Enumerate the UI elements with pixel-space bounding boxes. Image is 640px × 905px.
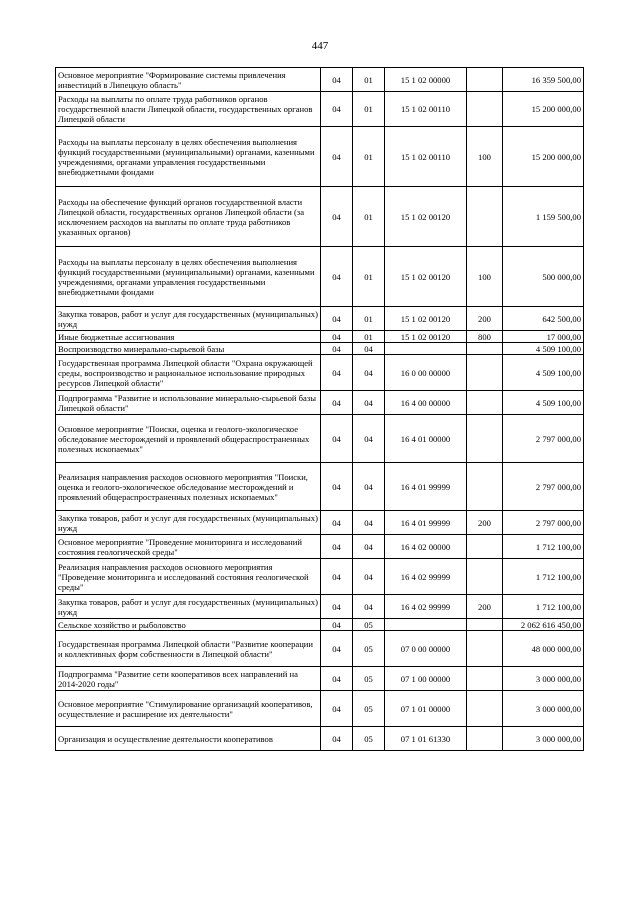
row-amount: 3 000 000,00 — [503, 667, 584, 691]
row-amount: 15 200 000,00 — [503, 92, 584, 127]
row-subsection: 01 — [353, 187, 385, 247]
row-amount: 4 509 100,00 — [503, 355, 584, 391]
row-name: Воспроизводство минерально-сырьевой базы — [56, 343, 321, 355]
row-target-article: 15 1 02 00120 — [385, 331, 467, 343]
row-amount: 3 000 000,00 — [503, 727, 584, 751]
row-amount: 642 500,00 — [503, 307, 584, 331]
row-section: 04 — [321, 355, 353, 391]
row-amount: 1 159 500,00 — [503, 187, 584, 247]
table-row — [56, 595, 584, 619]
row-target-article: 07 0 00 00000 — [385, 631, 467, 667]
row-subsection: 01 — [353, 331, 385, 343]
row-target-article — [385, 343, 467, 355]
row-subsection: 05 — [353, 631, 385, 667]
row-name: Основное мероприятие "Проведение мониторинга и исследований состояния геологической среды" — [56, 535, 321, 559]
row-target-article: 15 1 02 00110 — [385, 127, 467, 187]
row-target-article: 07 1 00 00000 — [385, 667, 467, 691]
row-amount: 4 509 100,00 — [503, 391, 584, 415]
row-target-article: 07 1 01 00000 — [385, 691, 467, 727]
table-row — [56, 727, 584, 751]
row-amount: 500 000,00 — [503, 247, 584, 307]
table-row — [56, 619, 584, 631]
row-subsection: 04 — [353, 535, 385, 559]
row-subsection: 04 — [353, 559, 385, 595]
row-expense-type — [467, 691, 503, 727]
row-section: 04 — [321, 92, 353, 127]
row-expense-type: 200 — [467, 307, 503, 331]
row-target-article: 07 1 01 61330 — [385, 727, 467, 751]
row-subsection: 05 — [353, 667, 385, 691]
row-target-article: 15 1 02 00000 — [385, 68, 467, 92]
row-expense-type — [467, 463, 503, 511]
row-target-article — [385, 619, 467, 631]
row-subsection: 04 — [353, 391, 385, 415]
row-name: Подпрограмма "Развитие сети кооперативов всех направлений на 2014-2020 годы" — [56, 667, 321, 691]
row-expense-type — [467, 559, 503, 595]
table-row — [56, 307, 584, 331]
table-row — [56, 535, 584, 559]
row-name: Основное мероприятие "Формирование системы привлечения инвестиций в Липецкую область" — [56, 68, 321, 92]
row-section: 04 — [321, 511, 353, 535]
row-expense-type — [467, 355, 503, 391]
row-name: Государственная программа Липецкой области "Развитие кооперации и коллективных форм собственности в Липецкой области" — [56, 631, 321, 667]
row-section: 04 — [321, 691, 353, 727]
row-subsection: 04 — [353, 343, 385, 355]
row-amount: 3 000 000,00 — [503, 691, 584, 727]
row-name: Расходы на выплаты по оплате труда работников органов государственной власти Липецкой области, государственных органов Липецкой области — [56, 92, 321, 127]
row-expense-type — [467, 535, 503, 559]
row-expense-type — [467, 619, 503, 631]
row-target-article: 16 4 01 00000 — [385, 415, 467, 463]
row-section: 04 — [321, 187, 353, 247]
row-section: 04 — [321, 343, 353, 355]
row-subsection: 01 — [353, 92, 385, 127]
page-number: 447 — [311, 40, 329, 52]
row-target-article: 16 4 02 99999 — [385, 559, 467, 595]
table-row — [56, 331, 584, 343]
table-row — [56, 187, 584, 247]
table-row — [56, 391, 584, 415]
table-row — [56, 68, 584, 92]
row-name: Подпрограмма "Развитие и использование минерально-сырьевой базы Липецкой области" — [56, 391, 321, 415]
table-row — [56, 511, 584, 535]
row-subsection: 04 — [353, 463, 385, 511]
row-name: Расходы на выплаты персоналу в целях обеспечения выполнения функций государственными (муниципальными) органами, казенными учреждениями, органами управления государственными внебюджетными фондами — [56, 127, 321, 187]
row-name: Иные бюджетные ассигнования — [56, 331, 321, 343]
row-expense-type: 200 — [467, 511, 503, 535]
row-amount: 1 712 100,00 — [503, 535, 584, 559]
row-section: 04 — [321, 307, 353, 331]
row-amount: 15 200 000,00 — [503, 127, 584, 187]
row-amount: 2 797 000,00 — [503, 415, 584, 463]
row-amount: 1 712 100,00 — [503, 559, 584, 595]
row-subsection: 01 — [353, 127, 385, 187]
row-target-article: 15 1 02 00120 — [385, 247, 467, 307]
row-name: Реализация направления расходов основного мероприятия "Поиски, оценка и геолого-экологическое обследование месторождений и проявлений общераспространенных полезных ископаемых" — [56, 463, 321, 511]
row-subsection: 04 — [353, 511, 385, 535]
row-section: 04 — [321, 727, 353, 751]
row-amount: 48 000 000,00 — [503, 631, 584, 667]
row-amount: 1 712 100,00 — [503, 595, 584, 619]
row-expense-type: 200 — [467, 595, 503, 619]
row-expense-type — [467, 631, 503, 667]
row-expense-type — [467, 343, 503, 355]
row-expense-type: 800 — [467, 331, 503, 343]
budget-table — [55, 67, 584, 751]
row-section: 04 — [321, 331, 353, 343]
row-subsection: 04 — [353, 355, 385, 391]
row-section: 04 — [321, 619, 353, 631]
row-amount: 2 797 000,00 — [503, 511, 584, 535]
row-expense-type — [467, 391, 503, 415]
row-name: Расходы на выплаты персоналу в целях обеспечения выполнения функций государственными (муниципальными) органами, казенными учреждениями, органами управления государственными внебюджетными фондами — [56, 247, 321, 307]
row-target-article: 16 4 02 00000 — [385, 535, 467, 559]
row-subsection: 01 — [353, 307, 385, 331]
row-subsection: 05 — [353, 691, 385, 727]
row-subsection: 01 — [353, 247, 385, 307]
row-name: Закупка товаров, работ и услуг для государственных (муниципальных) нужд — [56, 307, 321, 331]
row-name: Закупка товаров, работ и услуг для государственных (муниципальных) нужд — [56, 511, 321, 535]
table-row — [56, 691, 584, 727]
table-row — [56, 631, 584, 667]
row-amount: 16 359 500,00 — [503, 68, 584, 92]
table-row — [56, 127, 584, 187]
row-subsection: 01 — [353, 68, 385, 92]
table-row — [56, 559, 584, 595]
row-expense-type: 100 — [467, 247, 503, 307]
row-section: 04 — [321, 68, 353, 92]
row-name: Расходы на обеспечение функций органов государственной власти Липецкой области, государственных органов Липецкой области (за исключением расходов на выплаты по оплате труда работников указанных органов) — [56, 187, 321, 247]
row-section: 04 — [321, 415, 353, 463]
row-expense-type — [467, 68, 503, 92]
row-expense-type — [467, 92, 503, 127]
table-row — [56, 415, 584, 463]
row-target-article: 15 1 02 00120 — [385, 307, 467, 331]
row-name: Основное мероприятие "Поиски, оценка и геолого-экологическое обследование месторождений и проявлений общераспространенных полезных ископаемых" — [56, 415, 321, 463]
table-row — [56, 463, 584, 511]
row-name: Основное мероприятие "Стимулирование организаций кооперативов, осуществление и расширение их деятельности" — [56, 691, 321, 727]
row-name: Сельское хозяйство и рыболовство — [56, 619, 321, 631]
row-section: 04 — [321, 391, 353, 415]
row-target-article: 16 4 00 00000 — [385, 391, 467, 415]
table-row — [56, 667, 584, 691]
row-section: 04 — [321, 127, 353, 187]
row-name: Государственная программа Липецкой области "Охрана окружающей среды, воспроизводство и рациональное использование природных ресурсов Липецкой области" — [56, 355, 321, 391]
table-row — [56, 92, 584, 127]
row-name: Организация и осуществление деятельности кооперативов — [56, 727, 321, 751]
row-section: 04 — [321, 535, 353, 559]
row-section: 04 — [321, 463, 353, 511]
row-subsection: 04 — [353, 415, 385, 463]
row-subsection: 04 — [353, 595, 385, 619]
row-amount: 2 797 000,00 — [503, 463, 584, 511]
row-name: Реализация направления расходов основного мероприятия "Проведение мониторинга и исследований состояния геологической среды" — [56, 559, 321, 595]
row-amount: 4 509 100,00 — [503, 343, 584, 355]
table-row — [56, 343, 584, 355]
row-target-article: 16 4 02 99999 — [385, 595, 467, 619]
row-expense-type — [467, 727, 503, 751]
row-section: 04 — [321, 247, 353, 307]
row-expense-type — [467, 415, 503, 463]
row-section: 04 — [321, 595, 353, 619]
table-row — [56, 247, 584, 307]
row-target-article: 16 0 00 00000 — [385, 355, 467, 391]
row-name: Закупка товаров, работ и услуг для государственных (муниципальных) нужд — [56, 595, 321, 619]
row-target-article: 16 4 01 99999 — [385, 511, 467, 535]
row-expense-type: 100 — [467, 127, 503, 187]
row-target-article: 15 1 02 00110 — [385, 92, 467, 127]
row-section: 04 — [321, 559, 353, 595]
row-target-article: 16 4 01 99999 — [385, 463, 467, 511]
row-expense-type — [467, 667, 503, 691]
row-amount: 17 000,00 — [503, 331, 584, 343]
row-section: 04 — [321, 667, 353, 691]
table-row — [56, 355, 584, 391]
row-section: 04 — [321, 631, 353, 667]
budget-table-body — [56, 68, 584, 751]
row-subsection: 05 — [353, 619, 385, 631]
row-expense-type — [467, 187, 503, 247]
row-subsection: 05 — [353, 727, 385, 751]
row-amount: 2 062 616 450,00 — [503, 619, 584, 631]
row-target-article: 15 1 02 00120 — [385, 187, 467, 247]
